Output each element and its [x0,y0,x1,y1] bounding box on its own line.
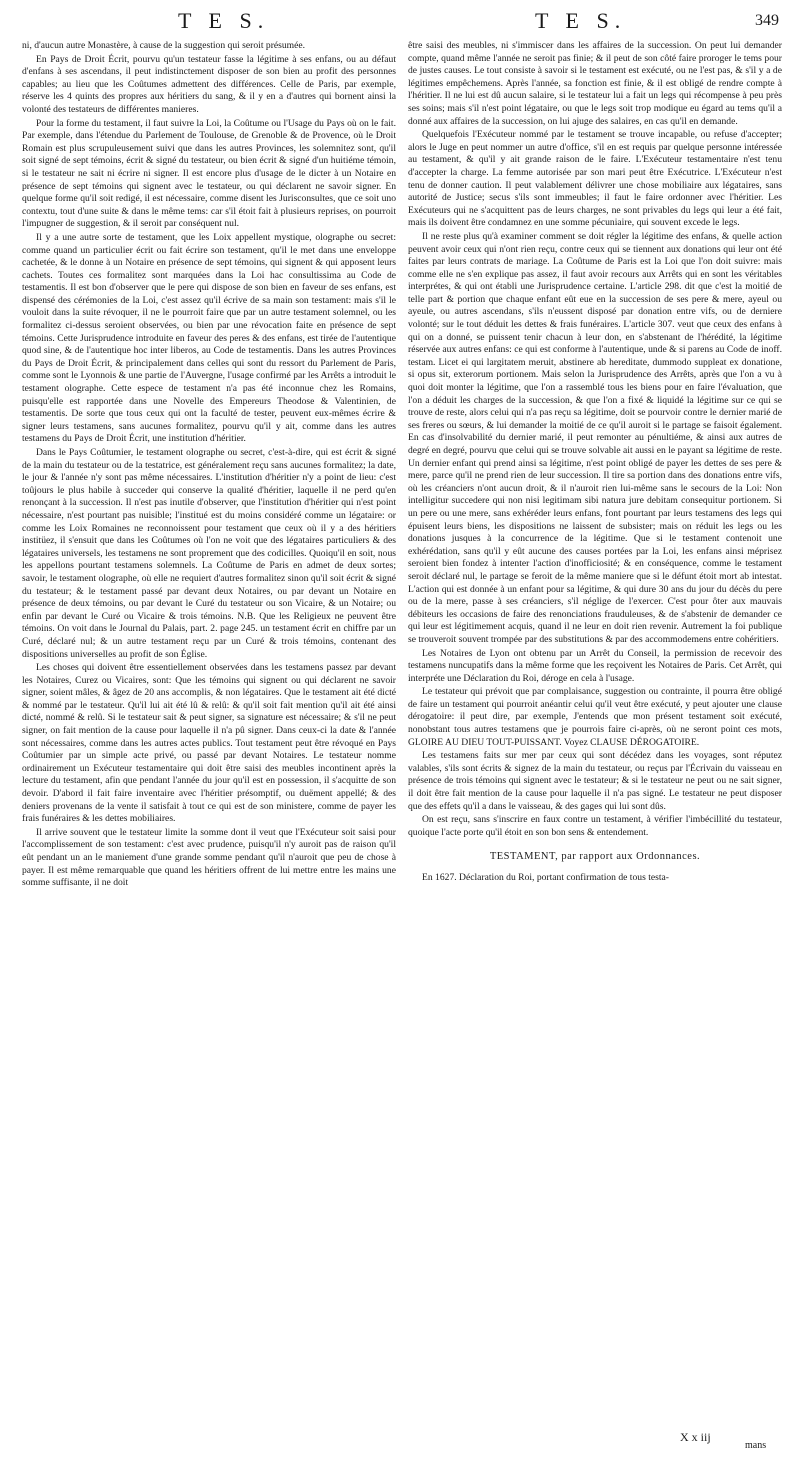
left-paragraph: Il y a une autre sorte de testament, que les Loix appellent mystique, olographe ou secret: comme quand un particulier écrit ou fait écrire son testament, qu'il le met dans une enveloppe cachetée, & le donne à un Notaire en présence de sept témoins, qui signent & qui apposent leurs cachets. Toutes ces formalitez sont marquées dans la Loi hac consultissima au Code de testamentis. Il est bon d'observer que le pere qui dispose de son bien en faveur de ses enfans, est dispensé des cérémonies de la Loi, c'est assez qu'il écrive de sa main son testament: mais s'il le vouloit dans la suite révoquer, il ne le pourroit faire que par un autre testament solemnel, ou les formalitez ci-dessus seroient observées, ou bien par une révocation faite en présence de sept témoins. Cette Jurisprudence introduite en faveur des peres & des enfans, est tirée de l'autentique quod sine, & de l'autentique hoc inter liberos, au Code de testamentis. Dans les autres Provinces du Pays de Droit Écrit, & principalement dans celles qui sont du ressort du Parlement de Paris, comme sont le Lyonnois & une partie de l'Auvergne, l'usage confirmé par les Arrêts a introduit le testament olographe. Cette espece de testament n'a pas été inconnue chez les Romains, puisqu'elle est rapportée dans une Novelle des Empereurs Theodose & Valentinien, de testamentis. De sorte que tous ceux qui ont la faculté de tester, peuvent eux-mêmes écrire & signer leurs testamens, sans aucunes formalitez, pourvu qu'il y ait, comme dans les autres testamens du Pays de Droit Écrit, une institution d'héritier. [22,231,396,445]
right-paragraph: On est reçu, sans s'inscrire en faux contre un testament, à vérifier l'imbécillité du testateur, quoique l'acte porte qu'il étoit en son bon sens & entendement. [408,814,782,838]
right-paragraph: Quelquefois l'Exécuteur nommé par le testament se trouve incapable, ou refuse d'accepter; alors le Juge en peut nommer un autre d'office, s'il en est requis par quelque personne intéressée au testament, & qu'il y ait grande raison de le faire. L'Exécuteur testamentaire n'est tenu d'accepter la charge. La femme autorisée par son mari peut être Exécutrice. L'Exécuteur n'est tenu de donner caution. Il peut valablement délivrer une chose mobiliaire aux légataires, sans autorité de Justice; secus s'ils sont immeubles; il faut le faire ordonner avec l'héritier. Les Exécuteurs qui ne s'acquittent pas de leurs charges, ne sont privables du legs qui leur a été fait, mais ils doivent être condamnez en une somme pécuniaire, qui souvent excede le legs. [408,129,782,229]
left-paragraph: Dans le Pays Coûtumier, le testament olographe ou secret, c'est-à-dire, qui est écrit & signé de la main du testateur ou de la testatrice, est généralement reçu sans aucunes formalitez; la date, le jour & l'année n'y sont pas même nécessaires. L'institution d'héritier n'y a point de lieu: c'est toûjours le plus habile à succeder qui conserve la qualité d'héritier, laquelle il ne perd qu'en renonçant à la succession. Il n'est pas inutile d'observer, que l'institution d'héritier qui n'est point nécessaire, n'est pourtant pas nuisible; l'institué est du moins considéré comme un légataire: or comme les Loix Romaines ne reconnoissent pour testament que ceux où il y a des héritiers institüez, il s'ensuit que dans les Coûtumes où l'on ne voit que des légataires particuliers & des légataires universels, les testamens ne sont proprement que des codicilles. Quoiqu'il en soit, nous les appellons pourtant testamens solemnels. La Coûtume de Paris en admet de deux sortes; savoir, le testament olographe, où elle ne requiert d'autres formalitez sinon qu'il soit écrit & signé du testateur; & le testament passé par devant deux Notaires, ou par devant un Notaire en présence de deux témoins, ou par devant le Curé du testateur ou son Vicaire, & un Notaire; ou enfin par devant le Curé ou Vicaire & trois témoins. N.B. Que les Religieux ne peuvent être témoins. On voit dans le Journal du Palais, part. 2. page 245. un testament écrit en chiffre par un Curé, déclaré nul; & un autre testament reçu par un Curé & trois témoins, contenant des dispositions universelles au profit de son Église. [22,447,396,660]
right-paragraph: Les testamens faits sur mer par ceux qui sont décédez dans les voyages, sont réputez valables, s'ils sont écrits & signez de la main du testateur, ou reçus par l'Écrivain du vaisseau en présence de trois témoins qui signent avec le testateur; & si le testateur ne peut ou ne sait signer, il doit être fait mention de la cause pour laquelle il n'a pas signé. Le testateur ne peut disposer que des effets qu'il a dans le vaisseau, & des gages qui lui sont dûs. [408,750,782,812]
left-paragraph: Il arrive souvent que le testateur limite la somme dont il veut que l'Exécuteur soit saisi pour l'accomplissement de son testament: c'est avec prudence, puisqu'il n'y auroit pas de raison qu'il eût pendant un an le maniement d'une grande somme pendant qu'il n'auroit que peu de chose à payer. Il est même remarquable que quand les héritiers offrent de lui mettre entre les mains une somme suffisante, il ne doit [22,826,396,889]
section-heading: TESTAMENT, par rapport aux Ordonnances. [489,851,701,863]
left-column [22,40,396,1420]
right-running-head: T E S. [535,8,627,33]
text-columns [22,40,782,1420]
page-footer [0,1430,800,1455]
section-first-paragraph: En 1627. Déclaration du Roi, portant confirmation de tous testa- [422,872,669,883]
right-paragraph: Le testateur qui prévoit que par complaisance, suggestion ou contrainte, il pourra être obligé de faire un testament qui pourroit anéantir celui qu'il veut être exécuté, y peut ajouter une clause dérogatoire: il peut dire, par exemple, J'entends que mon présent testament soit exécuté, nonobstant tous autres testamens que je pourrois faire ci-après, où ne seront point ces mots, GLOIRE AU DIEU TOUT-PUISSANT. Voyez CLAUSE DÉROGATOIRE. [408,686,782,748]
left-paragraph: Les choses qui doivent être essentiellement observées dans les testamens passez par devant les Notaires, Curez ou Vicaires, sont: Que les témoins qui signent ou qui déclarent ne savoir signer, soient mâles, & âgez de 20 ans accomplis, & non légataires. Que le testament ait été dicté & nommé par le testateur. Qu'il lui ait été lû & relû: & qu'il soit fait mention qu'il ait été ainsi dicté, nommé & relû. Si le testateur sait & peut signer, sa signature est nécessaire; & s'il ne peut signer, on fait mention de la cause pour laquelle il n'a pû signer. Dans ceux-ci la date & l'année sont nécessaires, comme dans les autres actes publics. Tout testament peut être révoqué en Pays Coûtumier par un simple acte privé, ou passé par devant Notaires. Le testateur nomme ordinairement un Exécuteur testamentaire qui doit être saisi des meubles incontinent après la lecture du testament, afin que pendant l'année du jour qu'il est en possession, il s'acquitte de son devoir. D'abord il fait faire inventaire avec l'héritier présomptif, ou duëment appellé; & des deniers provenans de la vente il satisfait à tout ce qui est de son ministere, comme de payer les frais funéraires & les dettes mobiliaires. [22,662,396,825]
running-header [0,8,800,38]
left-paragraph: ni, d'aucun autre Monastère, à cause de la suggestion qui seroit présumée. [22,40,306,51]
right-paragraph: Il ne reste plus qu'à examiner comment se doit régler la légitime des enfans, & quelle action peuvent avoir ceux qui n'ont rien reçu, contre ceux qui se tiennent aux donations qui leur ont été faites par leurs contrats de mariage. La Coûtume de Paris est la Loi que l'on doit suivre: mais comme elle ne s'en explique pas assez, il faut avoir recours aux Arrêts qui en sont les véritables interprétes, & qui ont établi une Jurisprudence certaine. L'article 298. dit que c'est la moitié de telle part & portion que chaque enfant eût eue en la succession de ses pere & mere, ayeul ou ayeule, ou autres ascendans, s'ils n'eussent disposé par donation entre vifs, ou de derniere volonté; sur le tout déduit les dettes & frais funéraires. L'article 307. veut que ceux des enfans à qui on a donné, se puissent tenir chacun à leur don, en s'abstenant de l'hérédité, la légitime réservée aux autres enfans: ce qui est conforme à l'autentique, unde & si parens au Code de inoff. testam. Licet ei qui largitatem meruit, abstinere ab hereditate, dummodo suppleat ex donatione, si opus sit, exterorum portionem. Mais selon la Jurisprudence des Arrêts, après que l'on a vu à quoi doit monter la légitime, que l'on a rassemblé tous les biens pour en faire l'évaluation, que l'on a déduit les charges de la succession, & que l'on a fixé & liquidé la légitime sur ce qui se trouve de reste, alors celui qui n'a pas reçu sa légitime, doit se pourvoir contre le dernier marié de ses freres ou sœurs, & lui demander la moitié de ce qu'il auroit si le partage se faisoit également. En cas d'insolvabilité du dernier marié, il peut remonter au pénultiéme, & ainsi aux autres de degré en degré, pourvu que celui qui se trouve solvable ait aussi en le payant sa légitime de reste. Un dernier enfant qui prend ainsi sa légitime, n'est point obligé de payer les dettes de ses pere & mere, parce qu'il ne prend rien de leur succession. Il tire sa portion dans des donations entre vifs, où les créanciers n'ont aucun droit, & il n'auroit rien lui-même sans le secours de la Loi: Non intelligitur succedere qui non nisi legitimam sibi natura jure debitam consequitur portionem. Si un pere ou une mere, sans exhéréder leurs enfans, font pourtant par leurs testamens des legs qui épuisent leurs biens, les dispositions ne laissent de subsister; mais on réduit les legs ou les donations jusques à la concurrence de la légitime. Que si le testament contenoit une exhérédation, sans qu'il y eût aucune des causes portées par la Loi, les enfans ainsi méprisez seroient bien fondez à intenter l'action d'inofficiosité; & en conséquence, comme le testament seroit déclaré nul, le partage se feroit de la même maniere que si le défunt étoit mort ab intestat. L'action qui est donnée à un enfant pour sa légitime, & qui dure 30 ans du jour du décès du pere ou de la mere, passe à ses créanciers, s'il néglige de l'exercer. C'est pour ôter aux mauvais débiteurs les occasions de faire des renonciations frauduleuses, & de s'abstenir de demander ce qui leur est légitimement acquis, quand il ne leur en doit rien revenir. Autrement la foi publique se trouveroit souvent trompée par des substitutions & par des accommodemens entre cohéritiers. [408,230,782,645]
left-paragraph: En Pays de Droit Écrit, pourvu qu'un testateur fasse la légitime à ses enfans, ou au défaut d'enfans à ses ascendans, il peut indistinctement disposer de son bien au profit des personnes capables; au lieu que les Coûtumes admettent des différences. Celle de Paris, par exemple, réserve les 4 quints des propres aux héritiers du sang, & il y en a d'autres qui bornent ainsi la volonté des testateurs de différentes manieres. [22,53,396,115]
right-paragraph: Les Notaires de Lyon ont obtenu par un Arrêt du Conseil, la permission de recevoir des testamens nuncupatifs dans la même forme que les reçoivent les Notaires de Paris. Cet Arrêt, qui interpréte une Déclaration du Roi, déroge en cela à l'usage. [408,647,782,684]
left-running-head: T E S. [178,8,270,33]
right-column [408,40,782,1420]
signature-mark: X x iij [680,1430,711,1444]
page-number: 349 [755,12,779,29]
catchword: mans [745,1440,767,1451]
right-paragraph: être saisi des meubles, ni s'immiscer dans les affaires de la succession. On peut lui demander compte, quand même l'année ne seroit pas finie; & il peut de son côté faire proroger le tems pour de justes causes. Le tout consiste à savoir si le testament est exécuté, ou ne l'est pas, & s'il y a de légitimes empêchemens. Après l'année, sa fonction est finie, & il est obligé de rendre compte à l'héritier. Il ne lui est dû aucun salaire, si le testateur lui a fait un legs qui récompense à peu près ses soins; mais s'il n'est point légataire, ou que le legs soit trop modique eu égard au tems qu'il a donné aux affaires de la succession, on lui ajuge des salaires, en cas qu'il en demande. [408,40,782,127]
left-paragraph: Pour la forme du testament, il faut suivre la Loi, la Coûtume ou l'Usage du Pays où on le fait. Par exemple, dans l'étendue du Parlement de Toulouse, de Grenoble & de Provence, où le Droit Romain est plus scrupuleusement suivi que dans les autres Provinces, les solemnitez sont, qu'il soit signé de sept témoins, écrit & signé du testateur, ou bien écrit & signé d'un huitiéme témoin, si le testateur ne sait ni écrire ni signer. Il est encore plus d'usage de le dicter à un Notaire en présence de sept témoins qui signent avec le testateur, ou qui déclarent ne savoir signer. En quelque forme qu'il soit redigé, il est nécessaire, comme disent les Jurisconsultes, que ce soit uno contextu, tout d'une suite & dans le même tems: car s'il étoit fait à plusieurs reprises, on pourroit l'impugner de suggestion, & il seroit par conséquent nul. [22,117,396,230]
